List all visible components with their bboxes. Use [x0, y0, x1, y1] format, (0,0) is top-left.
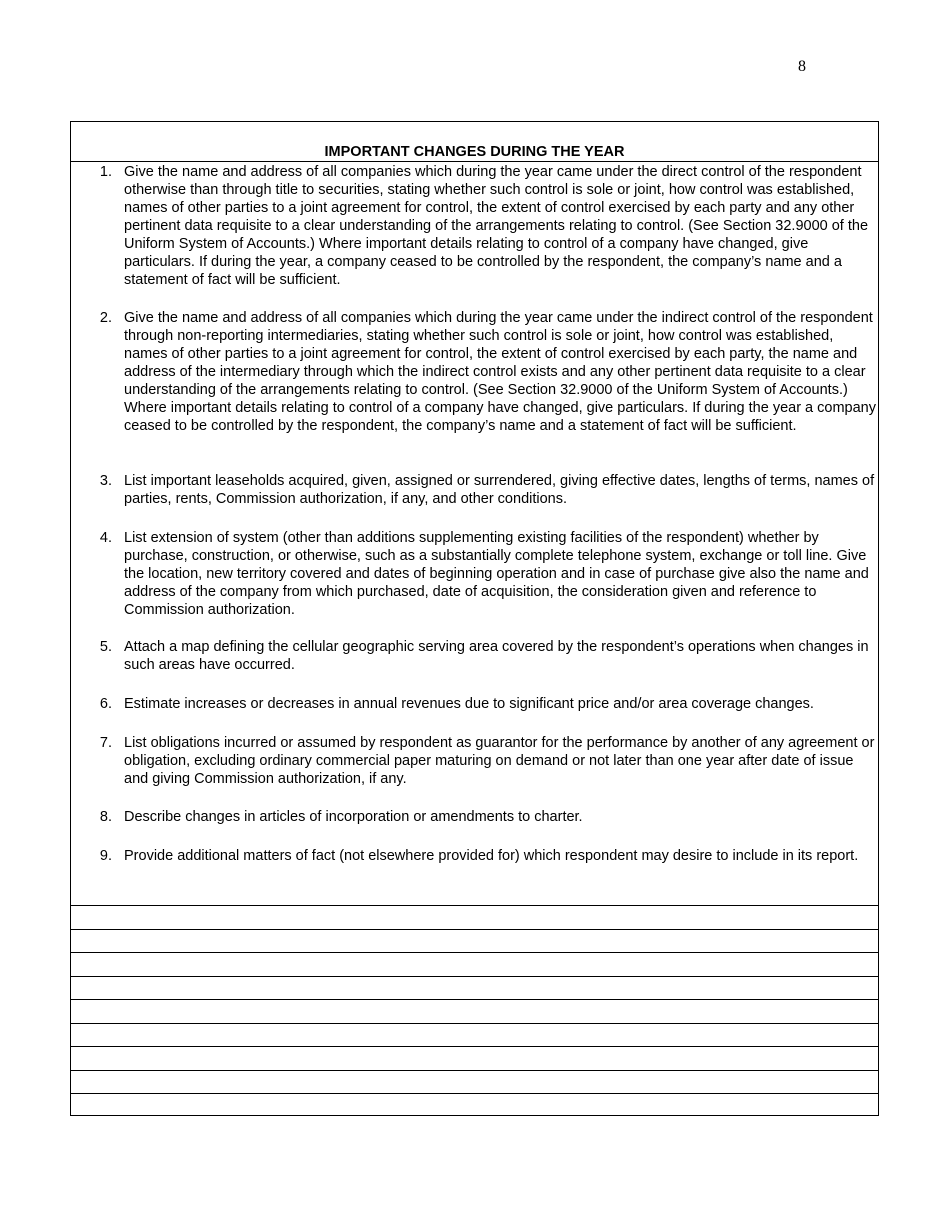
instruction-text: Describe changes in articles of incorporation or amendments to charter.	[124, 809, 583, 825]
instruction-number: 8.	[99, 809, 112, 825]
instruction-text: Give the name and address of all companies which during the year came under the direct control of the respondent otherwise than through title to securities, stating whether such control is sole or joint, how control was established, names of other parties to a joint agreement for control, the extent of control exercised by each party and any other pertinent data requisite to a clear understanding of the arrangements relating to control. (See Section 32.9000 of the Uniform System of Accounts.) Where important details relating to control of a company have changed, give particulars. If during the year, a company ceased to be controlled by the respondent, the company’s name and a statement of fact will be sufficient.	[124, 164, 869, 288]
important-changes-form	[70, 121, 879, 1116]
blank-entry-row[interactable]	[71, 1071, 878, 1095]
instruction-text: Provide additional matters of fact (not elsewhere provided for) which respondent may desire to include in its report.	[124, 848, 859, 864]
instruction-text: Attach a map defining the cellular geographic serving area covered by the respondent’s operations when changes in such areas have occurred.	[124, 639, 869, 673]
instruction-text: Give the name and address of all companies which during the year came under the indirect control of the respondent through non-reporting intermediaries, stating whether such control is sole or joint, how control was established, names of other parties to a joint agreement for control, the extent of control exercised by each party, the name and address of the intermediary through which the indirect control exists and any other pertinent data requisite to a clear understanding of the arrangements relating to control. (See Section 32.9000 of the Uniform System of Accounts.) Where important details relating to control of a company have changed, give particulars. If during the year a company ceased to be controlled by the respondent, the company’s name and a statement of fact will be sufficient.	[124, 310, 876, 434]
page-number: 8	[798, 58, 806, 75]
instruction-text: List obligations incurred or assumed by respondent as guarantor for the performance by another of any agreement or obligation, excluding ordinary commercial paper maturing on demand or not later than one year after date of issue and giving Commission authorization, if any.	[124, 735, 875, 787]
blank-entry-row[interactable]	[71, 1000, 878, 1024]
instruction-number: 3.	[99, 473, 112, 489]
instructions-list	[71, 162, 878, 906]
instruction-number: 5.	[99, 639, 112, 655]
blank-entry-row[interactable]	[71, 953, 878, 977]
blank-entry-row[interactable]	[71, 1047, 878, 1071]
instruction-text: List important leaseholds acquired, given, assigned or surrendered, giving effective dates, lengths of terms, names of parties, rents, Commission authorization, if any, and other conditions.	[124, 473, 875, 507]
instruction-text: Estimate increases or decreases in annual revenues due to significant price and/or area coverage changes.	[124, 696, 814, 712]
instruction-number: 6.	[99, 696, 112, 712]
instruction-number: 9.	[99, 848, 112, 864]
instruction-number: 7.	[99, 735, 112, 751]
blank-entry-row[interactable]	[71, 930, 878, 954]
blank-entry-row[interactable]	[71, 977, 878, 1001]
instruction-number: 1.	[99, 164, 112, 180]
form-title-cell	[71, 122, 878, 162]
form-title: IMPORTANT CHANGES DURING THE YEAR	[324, 144, 625, 160]
instruction-number: 2.	[99, 310, 112, 326]
blank-entry-row[interactable]	[71, 906, 878, 930]
instruction-text: List extension of system (other than additions supplementing existing facilities of the respondent) whether by purchase, construction, or otherwise, such as a substantially complete telephone system, exchange or toll line. Give the location, new territory covered and dates of beginning operation and in case of purchase give also the name and address of the company from which purchased, date of acquisition, the consideration given and reference to Commission authorization.	[124, 530, 869, 618]
instruction-number: 4.	[99, 530, 112, 546]
blank-entry-row[interactable]	[71, 1024, 878, 1048]
blank-entry-row[interactable]	[71, 1094, 878, 1118]
